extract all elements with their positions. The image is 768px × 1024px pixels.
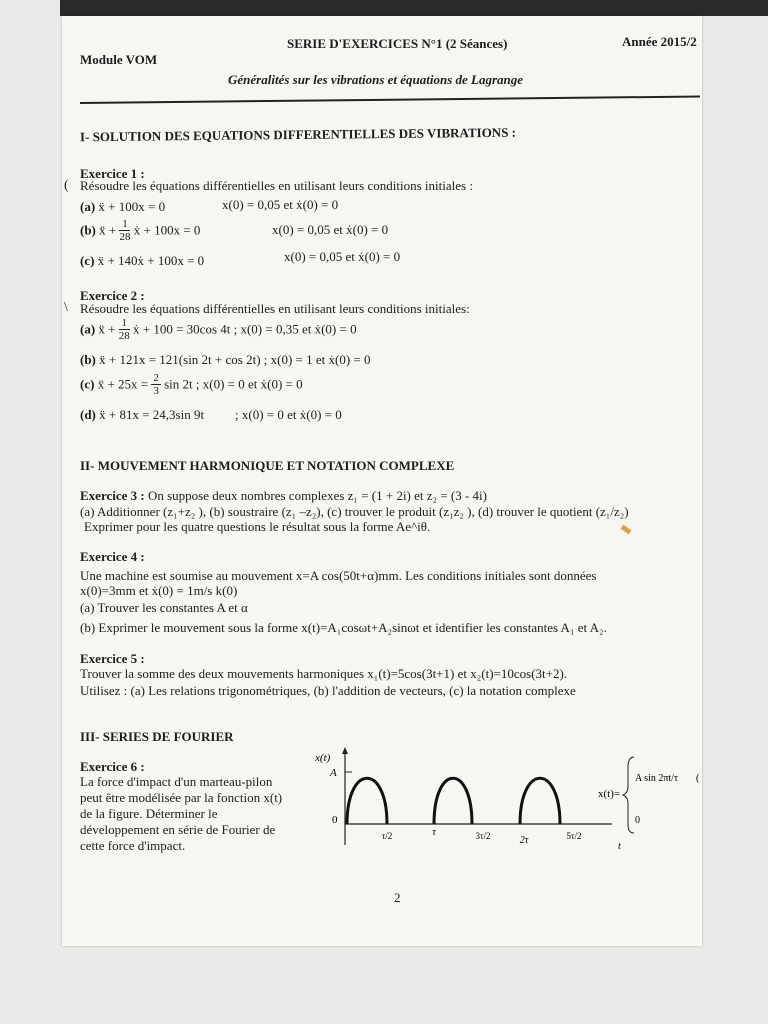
ex1-a-conditions: x(0) = 0,05 et ẋ(0) = 0 (222, 197, 339, 212)
ex1-b-equation (80, 218, 200, 243)
exercise-4-line-4: (b) Exprimer le mouvement sous la forme x(t)=A₁cosωt+A₂sinωt et identifier les constantes A₁ et A₂. (80, 620, 607, 635)
x-tick-five-half-tau: 5τ/2 (566, 831, 582, 841)
exercise-2-instruction: Résoudre les équations différentielles en utilisant leurs conditions initiales: (80, 301, 470, 316)
page-number: 2 (394, 890, 401, 905)
scan-top-band (60, 0, 768, 16)
exercise-3-line-3: Exprimer pour les quatre questions le résultat sous la forme Ae^iθ. (84, 519, 431, 534)
margin-mark: ( (64, 178, 69, 193)
ex2-a-equation (80, 317, 357, 342)
ex1-a-equation (80, 199, 165, 215)
exercise-6-line-3: de la figure. Déterminer le (80, 806, 218, 821)
x-axis-label: t (618, 841, 621, 852)
exercise-3-statement: On suppose deux nombres complexes z₁ = (1 + 2i) et z₂ = (3 - 4i) (147, 488, 487, 503)
academic-year: Année 2015/2 (622, 34, 697, 49)
exercise-6-line-1: La force d'impact d'un marteau-pilon (80, 774, 273, 789)
fraction-numerator: 1 (119, 317, 130, 330)
ex2-c-eq: ẍ + 25x = (97, 376, 152, 392)
y-axis-arrow (342, 747, 348, 754)
y-axis-label: x(t) (315, 752, 331, 764)
ex2-d-label: (d) (80, 407, 96, 422)
x-tick-three-half-tau: 3τ/2 (475, 831, 491, 841)
section-3-title: III- SERIES DE FOURIER (80, 729, 234, 744)
fraction-denominator: 28 (118, 330, 130, 342)
ex2-a-eq: ẍ + (98, 321, 119, 337)
margin-mark: \ (64, 300, 68, 315)
ex2-d-conditions: ; x(0) = 0 et ẋ(0) = 0 (235, 407, 342, 422)
exercise-3-line-1 (80, 488, 487, 504)
exercise-6-line-5: cette force d'impact. (80, 838, 186, 853)
ex2-a-label: (a) (80, 321, 96, 337)
ex2-b-equation (80, 352, 371, 368)
ex1-a-label: (a) (80, 199, 96, 214)
x-tick-half-tau: τ/2 (381, 831, 393, 841)
exercise-5-line-1: Trouver la somme des deux mouvements harmoniques x₁(t)=5cos(3t+1) et x₂(t)=10cos(3t+2). (80, 666, 568, 681)
module-name: Module VOM (80, 52, 158, 67)
exercise-4-line-2: x(0)=3mm et ẋ(0) = 1m/s k(0) (80, 583, 238, 598)
exercise-5-line-2: Utilisez : (a) Les relations trigonométriques, (b) l'addition de vecteurs, (c) la notation complexe (80, 683, 576, 698)
origin-label: 0 (332, 814, 338, 826)
ex1-c-label: (c) (80, 253, 95, 268)
x-tick-two-tau: 2τ (519, 835, 529, 846)
exercise-2-title: Exercice 2 : (80, 288, 145, 303)
sine-pulse-2 (434, 778, 472, 824)
fraction-numerator: 1 (119, 218, 130, 231)
fraction-numerator: 2 (153, 372, 159, 384)
series-title: SERIE D'EXERCICES N°1 (2 Séances) (287, 36, 508, 51)
exercise-1-instruction: Résoudre les équations différentielles en utilisant leurs conditions initiales : (80, 178, 473, 193)
piecewise-top-case: A sin 2πt/τ (635, 773, 678, 784)
exercise-6-title: Exercice 6 : (80, 759, 145, 774)
ex2-c-label: (c) (80, 376, 95, 392)
exercise-6-line-4: développement en série de Fourier de (80, 822, 276, 837)
ex1-b-eq-tail: ẋ + 100x = 0 (133, 222, 201, 238)
exercise-4-title: Exercice 4 : (80, 549, 145, 564)
ex1-c-eq: ẍ + 140ẋ + 100x = 0 (97, 253, 205, 268)
ex2-c-fraction (151, 372, 161, 397)
exercise-4-line-1: Une machine est soumise au mouvement x=A cos(50t+α)mm. Les conditions initiales sont données (80, 568, 597, 583)
ex2-d-eq: ẍ + 81x = 24,3sin 9t (99, 407, 205, 422)
fraction-denominator: 3 (153, 385, 159, 397)
cut-off-text: ( (696, 773, 700, 784)
sine-pulse-1 (347, 778, 387, 824)
piecewise-lhs: x(t)= (598, 788, 621, 800)
ex2-d-equation (80, 407, 204, 423)
ex1-c-equation (80, 253, 204, 269)
ex1-a-eq: ẍ + 100x = 0 (98, 199, 166, 214)
sine-pulse-3 (520, 778, 560, 824)
ex2-c-equation (80, 372, 303, 397)
exercise-3-title: Exercice 3 : (80, 488, 145, 503)
exercise-4-line-3: (a) Trouver les constantes A et α (80, 600, 248, 615)
y-tick-label-A: A (330, 767, 337, 779)
ex1-b-eq: ẍ + (99, 222, 120, 238)
section-1-title: I- SOLUTION DES EQUATIONS DIFFERENTIELLES DES VIBRATIONS : (79, 124, 517, 145)
ex1-b-fraction (119, 218, 130, 243)
ex2-a-eq-tail: ẋ + 100 = 30cos 4t ; x(0) = 0,35 et ẋ(0) = 0 (133, 321, 357, 337)
ex2-b-eq: ẍ + 121x = 121(sin 2t + cos 2t) ; x(0) = 1 et ẋ(0) = 0 (99, 352, 371, 367)
subtitle: Généralités sur les vibrations et équations de Lagrange (228, 72, 524, 87)
ex2-a-fraction (119, 317, 130, 342)
impact-force-figure (310, 745, 702, 857)
piecewise-brace (623, 757, 634, 833)
x-tick-tau: τ (432, 827, 436, 838)
ex2-c-eq-tail: sin 2t ; x(0) = 0 et ẋ(0) = 0 (164, 376, 303, 392)
exercise-3-line-2: (a) Additionner (z₁+z₂ ), (b) soustraire (z₁ –z₂), (c) trouver le produit (z₁z₂ ), (d) trouver le quotient (z₁/z₂) (80, 504, 629, 519)
exercise-5-title: Exercice 5 : (80, 651, 145, 666)
exercise-6-line-2: peut être modélisée par la fonction x(t) (80, 790, 283, 805)
ex1-b-label: (b) (80, 222, 96, 238)
piecewise-bottom-case: 0 (635, 815, 640, 826)
ex1-b-conditions: x(0) = 0,05 et ẋ(0) = 0 (272, 222, 389, 237)
fraction-denominator: 28 (119, 231, 131, 243)
ex1-c-conditions: x(0) = 0,05 et ẋ(0) = 0 (284, 249, 401, 264)
section-2-title: II- MOUVEMENT HARMONIQUE ET NOTATION COMPLEXE (80, 458, 455, 473)
ex2-b-label: (b) (80, 352, 96, 367)
exercise-1-title: Exercice 1 : (80, 166, 145, 181)
